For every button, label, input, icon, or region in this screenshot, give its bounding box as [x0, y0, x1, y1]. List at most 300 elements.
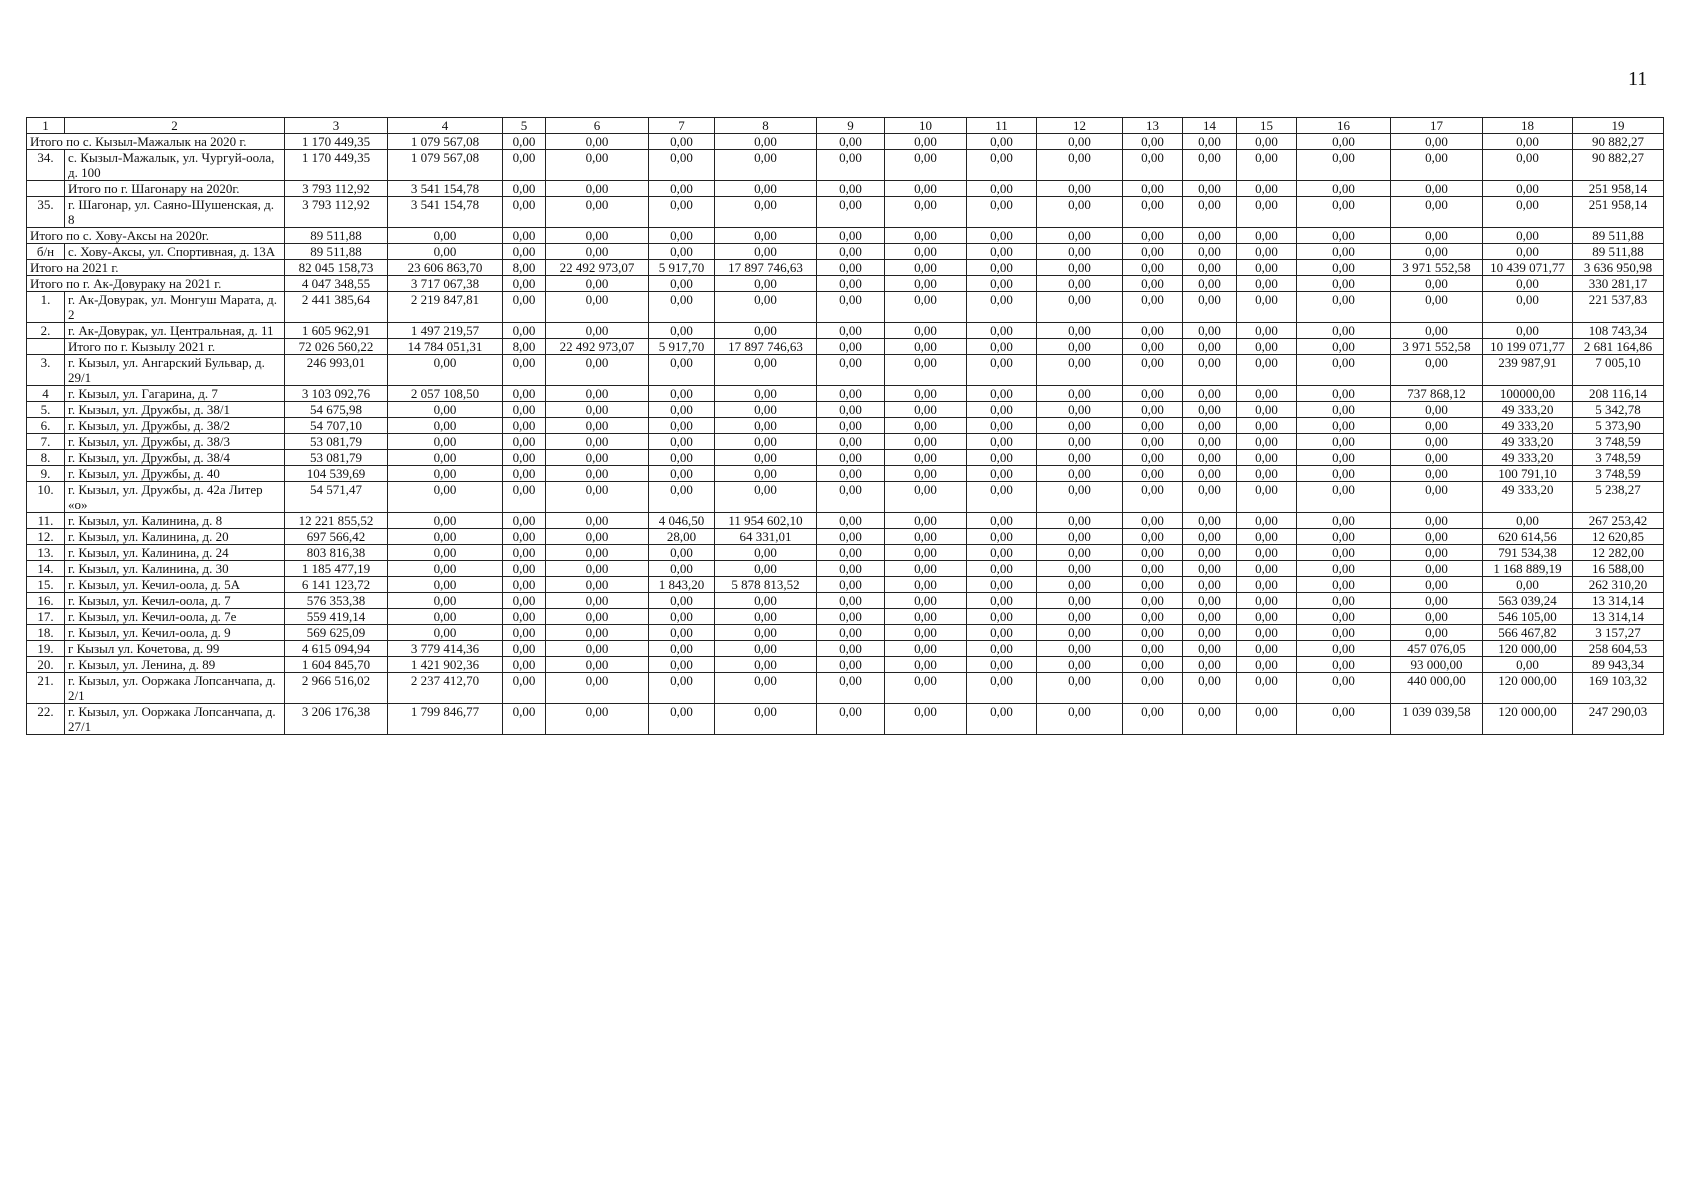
cell-value: 0,00 [1297, 466, 1391, 482]
cell-value: 0,00 [1391, 276, 1483, 292]
cell-value: 0,00 [1237, 402, 1297, 418]
cell-value: 0,00 [1183, 609, 1237, 625]
cell-value: 0,00 [546, 466, 649, 482]
cell-value: 0,00 [1183, 545, 1237, 561]
cell-value: 0,00 [1123, 134, 1183, 150]
cell-value: 0,00 [967, 418, 1037, 434]
cell-value: 3 748,59 [1573, 434, 1664, 450]
cell-value: 0,00 [1037, 593, 1123, 609]
table-row [27, 355, 1664, 386]
cell-value: 0,00 [503, 150, 546, 181]
cell-value: 0,00 [1123, 593, 1183, 609]
cell-value: 0,00 [1483, 134, 1573, 150]
cell-value: 0,00 [1237, 150, 1297, 181]
cell-value: 13 314,14 [1573, 593, 1664, 609]
row-label: г. Кызыл, ул. Калинина, д. 24 [65, 545, 285, 561]
cell-value: 0,00 [715, 641, 817, 657]
cell-value: 1 421 902,36 [388, 657, 503, 673]
cell-value: 0,00 [649, 386, 715, 402]
cell-value: 0,00 [1123, 323, 1183, 339]
cell-value: 0,00 [1123, 276, 1183, 292]
cell-value: 0,00 [388, 593, 503, 609]
cell-value: 0,00 [885, 450, 967, 466]
cell-value: 0,00 [817, 134, 885, 150]
cell-value: 0,00 [1037, 244, 1123, 260]
cell-value: 0,00 [503, 561, 546, 577]
cell-value: 0,00 [1391, 150, 1483, 181]
cell-value: 0,00 [1183, 561, 1237, 577]
cell-value: 246 993,01 [285, 355, 388, 386]
cell-value: 0,00 [1237, 641, 1297, 657]
cell-value: 0,00 [1237, 482, 1297, 513]
row-label: с. Хову-Аксы, ул. Спортивная, д. 13А [65, 244, 285, 260]
column-header: 18 [1483, 118, 1573, 134]
cell-value: 0,00 [817, 181, 885, 197]
cell-value: 0,00 [546, 561, 649, 577]
row-number: 6. [27, 418, 65, 434]
cell-value: 0,00 [1183, 466, 1237, 482]
cell-value: 0,00 [885, 339, 967, 355]
cell-value: 0,00 [649, 673, 715, 704]
cell-value: 0,00 [1123, 577, 1183, 593]
cell-value: 251 958,14 [1573, 181, 1664, 197]
cell-value: 0,00 [1123, 657, 1183, 673]
cell-value: 0,00 [967, 260, 1037, 276]
cell-value: 0,00 [817, 593, 885, 609]
cell-value: 0,00 [1297, 434, 1391, 450]
cell-value: 0,00 [503, 276, 546, 292]
cell-value: 0,00 [1037, 450, 1123, 466]
row-label: г. Кызыл, ул. Калинина, д. 8 [65, 513, 285, 529]
cell-value: 8,00 [503, 339, 546, 355]
cell-value: 0,00 [546, 641, 649, 657]
cell-value: 0,00 [1123, 434, 1183, 450]
cell-value: 0,00 [715, 150, 817, 181]
cell-value: 0,00 [546, 228, 649, 244]
cell-value: 4 046,50 [649, 513, 715, 529]
cell-value: 2 966 516,02 [285, 673, 388, 704]
cell-value: 247 290,03 [1573, 704, 1664, 735]
cell-value: 0,00 [649, 402, 715, 418]
cell-value: 0,00 [1123, 561, 1183, 577]
cell-value: 0,00 [817, 482, 885, 513]
cell-value: 0,00 [546, 292, 649, 323]
cell-value: 0,00 [546, 593, 649, 609]
cell-value: 22 492 973,07 [546, 339, 649, 355]
table-row [27, 545, 1664, 561]
cell-value: 0,00 [885, 673, 967, 704]
cell-value: 0,00 [1297, 292, 1391, 323]
cell-value: 0,00 [817, 450, 885, 466]
cell-value: 0,00 [1123, 355, 1183, 386]
cell-value: 0,00 [1297, 181, 1391, 197]
cell-value: 49 333,20 [1483, 450, 1573, 466]
cell-value: 0,00 [1037, 545, 1123, 561]
cell-value: 0,00 [503, 418, 546, 434]
column-header: 3 [285, 118, 388, 134]
cell-value: 0,00 [1391, 181, 1483, 197]
cell-value: 0,00 [885, 181, 967, 197]
cell-value: 0,00 [649, 609, 715, 625]
cell-value: 11 954 602,10 [715, 513, 817, 529]
cell-value: 0,00 [967, 355, 1037, 386]
cell-value: 0,00 [817, 418, 885, 434]
cell-value: 0,00 [388, 529, 503, 545]
cell-value: 0,00 [885, 704, 967, 735]
row-number: 3. [27, 355, 65, 386]
cell-value: 0,00 [967, 150, 1037, 181]
cell-value: 0,00 [649, 450, 715, 466]
cell-value: 0,00 [1123, 228, 1183, 244]
cell-value: 0,00 [1037, 561, 1123, 577]
cell-value: 2 219 847,81 [388, 292, 503, 323]
cell-value: 0,00 [885, 466, 967, 482]
cell-value: 0,00 [1037, 181, 1123, 197]
cell-value: 0,00 [967, 704, 1037, 735]
cell-value: 0,00 [649, 244, 715, 260]
cell-value: 0,00 [715, 625, 817, 641]
cell-value: 0,00 [1183, 386, 1237, 402]
cell-value: 0,00 [1183, 450, 1237, 466]
cell-value: 3 971 552,58 [1391, 339, 1483, 355]
row-number [27, 339, 65, 355]
cell-value: 0,00 [503, 434, 546, 450]
cell-value: 0,00 [1297, 323, 1391, 339]
table-row [27, 577, 1664, 593]
cell-value: 0,00 [885, 657, 967, 673]
row-label: Итого по с. Хову-Аксы на 2020г. [27, 228, 285, 244]
cell-value: 0,00 [967, 657, 1037, 673]
cell-value: 0,00 [1183, 577, 1237, 593]
cell-value: 0,00 [1037, 228, 1123, 244]
total-row [27, 260, 1664, 276]
cell-value: 2 237 412,70 [388, 673, 503, 704]
cell-value: 0,00 [1237, 181, 1297, 197]
table-row [27, 323, 1664, 339]
cell-value: 0,00 [1237, 593, 1297, 609]
cell-value: 0,00 [388, 402, 503, 418]
cell-value: 0,00 [1123, 386, 1183, 402]
cell-value: 0,00 [715, 355, 817, 386]
cell-value: 0,00 [715, 228, 817, 244]
cell-value: 4 615 094,94 [285, 641, 388, 657]
cell-value: 0,00 [817, 339, 885, 355]
cell-value: 0,00 [967, 625, 1037, 641]
cell-value: 0,00 [1123, 609, 1183, 625]
cell-value: 0,00 [1123, 704, 1183, 735]
cell-value: 169 103,32 [1573, 673, 1664, 704]
cell-value: 0,00 [649, 641, 715, 657]
cell-value: 0,00 [546, 434, 649, 450]
cell-value: 0,00 [546, 197, 649, 228]
cell-value: 0,00 [1237, 545, 1297, 561]
cell-value: 0,00 [715, 418, 817, 434]
cell-value: 0,00 [967, 181, 1037, 197]
cell-value: 0,00 [1391, 529, 1483, 545]
cell-value: 0,00 [1183, 228, 1237, 244]
row-label: г. Кызыл, ул. Дружбы, д. 38/2 [65, 418, 285, 434]
cell-value: 13 314,14 [1573, 609, 1664, 625]
cell-value: 12 620,85 [1573, 529, 1664, 545]
cell-value: 0,00 [1237, 276, 1297, 292]
table-row [27, 450, 1664, 466]
cell-value: 93 000,00 [1391, 657, 1483, 673]
cell-value: 0,00 [715, 609, 817, 625]
cell-value: 0,00 [1297, 260, 1391, 276]
column-header: 19 [1573, 118, 1664, 134]
cell-value: 0,00 [967, 577, 1037, 593]
cell-value: 0,00 [1391, 197, 1483, 228]
cell-value: 0,00 [649, 625, 715, 641]
column-header: 17 [1391, 118, 1483, 134]
cell-value: 0,00 [503, 577, 546, 593]
cell-value: 0,00 [885, 355, 967, 386]
cell-value: 82 045 158,73 [285, 260, 388, 276]
cell-value: 0,00 [885, 150, 967, 181]
cell-value: 0,00 [503, 641, 546, 657]
cell-value: 208 116,14 [1573, 386, 1664, 402]
cell-value: 0,00 [503, 134, 546, 150]
cell-value: 49 333,20 [1483, 402, 1573, 418]
cell-value: 0,00 [1123, 292, 1183, 323]
cell-value: 0,00 [1037, 577, 1123, 593]
row-number: 34. [27, 150, 65, 181]
row-label: г. Кызыл, ул. Кечил-оола, д. 9 [65, 625, 285, 641]
cell-value: 0,00 [1183, 513, 1237, 529]
cell-value: 0,00 [546, 577, 649, 593]
cell-value: 0,00 [1037, 704, 1123, 735]
cell-value: 0,00 [1391, 513, 1483, 529]
cell-value: 0,00 [885, 561, 967, 577]
cell-value: 17 897 746,63 [715, 260, 817, 276]
cell-value: 0,00 [817, 466, 885, 482]
cell-value: 0,00 [1183, 402, 1237, 418]
row-number: 20. [27, 657, 65, 673]
cell-value: 0,00 [503, 323, 546, 339]
cell-value: 0,00 [885, 134, 967, 150]
row-label: г. Кызыл, ул. Дружбы, д. 38/4 [65, 450, 285, 466]
cell-value: 17 897 746,63 [715, 339, 817, 355]
cell-value: 0,00 [715, 292, 817, 323]
cell-value: 1 039 039,58 [1391, 704, 1483, 735]
cell-value: 0,00 [967, 673, 1037, 704]
cell-value: 0,00 [546, 673, 649, 704]
cell-value: 0,00 [503, 181, 546, 197]
cell-value: 0,00 [1123, 466, 1183, 482]
cell-value: 0,00 [388, 482, 503, 513]
cell-value: 120 000,00 [1483, 704, 1573, 735]
cell-value: 0,00 [967, 339, 1037, 355]
cell-value: 3 206 176,38 [285, 704, 388, 735]
cell-value: 0,00 [817, 197, 885, 228]
cell-value: 0,00 [1123, 339, 1183, 355]
total-row [27, 181, 1664, 197]
cell-value: 0,00 [1037, 260, 1123, 276]
cell-value: 0,00 [1297, 418, 1391, 434]
row-number: 17. [27, 609, 65, 625]
cell-value: 0,00 [967, 386, 1037, 402]
cell-value: 0,00 [967, 292, 1037, 323]
cell-value: 3 541 154,78 [388, 197, 503, 228]
cell-value: 5 342,78 [1573, 402, 1664, 418]
cell-value: 0,00 [1297, 593, 1391, 609]
cell-value: 5 917,70 [649, 339, 715, 355]
cell-value: 0,00 [1037, 641, 1123, 657]
cell-value: 0,00 [649, 276, 715, 292]
row-number: 22. [27, 704, 65, 735]
cell-value: 0,00 [1483, 197, 1573, 228]
table-row [27, 244, 1664, 260]
cell-value: 0,00 [1183, 593, 1237, 609]
cell-value: 0,00 [885, 323, 967, 339]
cell-value: 0,00 [885, 244, 967, 260]
column-header: 9 [817, 118, 885, 134]
cell-value: 0,00 [1391, 561, 1483, 577]
column-header: 5 [503, 118, 546, 134]
cell-value: 239 987,91 [1483, 355, 1573, 386]
page-number: 11 [1628, 68, 1648, 90]
cell-value: 0,00 [817, 609, 885, 625]
cell-value: 0,00 [715, 545, 817, 561]
row-label: г. Кызыл, ул. Ангарский Бульвар, д. 29/1 [65, 355, 285, 386]
cell-value: 0,00 [1391, 609, 1483, 625]
cell-value: 90 882,27 [1573, 150, 1664, 181]
cell-value: 0,00 [1183, 673, 1237, 704]
cell-value: 2 681 164,86 [1573, 339, 1664, 355]
cell-value: 0,00 [1183, 482, 1237, 513]
cell-value: 0,00 [1123, 402, 1183, 418]
table-row [27, 482, 1664, 513]
cell-value: 0,00 [715, 657, 817, 673]
row-label: с. Кызыл-Мажалык, ул. Чургуй-оола, д. 100 [65, 150, 285, 181]
cell-value: 0,00 [649, 323, 715, 339]
cell-value: 0,00 [503, 466, 546, 482]
cell-value: 0,00 [1123, 482, 1183, 513]
cell-value: 559 419,14 [285, 609, 388, 625]
row-label: Итого по г. Ак-Довураку на 2021 г. [27, 276, 285, 292]
cell-value: 3 793 112,92 [285, 181, 388, 197]
cell-value: 49 333,20 [1483, 482, 1573, 513]
cell-value: 0,00 [1391, 434, 1483, 450]
cell-value: 0,00 [503, 513, 546, 529]
cell-value: 0,00 [1297, 657, 1391, 673]
row-number: 10. [27, 482, 65, 513]
cell-value: 0,00 [388, 418, 503, 434]
cell-value: 16 588,00 [1573, 561, 1664, 577]
cell-value: 0,00 [817, 641, 885, 657]
cell-value: 0,00 [649, 228, 715, 244]
cell-value: 0,00 [715, 561, 817, 577]
row-label: г. Кызыл, ул. Дружбы, д. 42а Литер «о» [65, 482, 285, 513]
cell-value: 1 185 477,19 [285, 561, 388, 577]
cell-value: 0,00 [503, 593, 546, 609]
cell-value: 1 079 567,08 [388, 134, 503, 150]
cell-value: 0,00 [1123, 244, 1183, 260]
cell-value: 0,00 [1297, 545, 1391, 561]
row-number: 11. [27, 513, 65, 529]
cell-value: 54 571,47 [285, 482, 388, 513]
cell-value: 0,00 [885, 292, 967, 323]
cell-value: 0,00 [1391, 418, 1483, 434]
cell-value: 0,00 [649, 134, 715, 150]
cell-value: 0,00 [1123, 260, 1183, 276]
cell-value: 49 333,20 [1483, 418, 1573, 434]
row-label: г. Кызыл, ул. Кечил-оола, д. 7е [65, 609, 285, 625]
cell-value: 0,00 [1391, 593, 1483, 609]
cell-value: 0,00 [1483, 323, 1573, 339]
row-number: б/н [27, 244, 65, 260]
cell-value: 0,00 [1123, 513, 1183, 529]
cell-value: 0,00 [1237, 134, 1297, 150]
cell-value: 0,00 [715, 704, 817, 735]
cell-value: 0,00 [715, 197, 817, 228]
row-number: 35. [27, 197, 65, 228]
cell-value: 104 539,69 [285, 466, 388, 482]
cell-value: 569 625,09 [285, 625, 388, 641]
cell-value: 0,00 [1183, 355, 1237, 386]
cell-value: 0,00 [1391, 450, 1483, 466]
table-row [27, 609, 1664, 625]
cell-value: 0,00 [817, 529, 885, 545]
cell-value: 0,00 [1391, 292, 1483, 323]
cell-value: 0,00 [885, 402, 967, 418]
cell-value: 0,00 [1483, 513, 1573, 529]
row-label: г. Кызыл, ул. Калинина, д. 30 [65, 561, 285, 577]
table-row [27, 418, 1664, 434]
row-number: 2. [27, 323, 65, 339]
cell-value: 0,00 [967, 529, 1037, 545]
cell-value: 1 168 889,19 [1483, 561, 1573, 577]
cell-value: 0,00 [649, 150, 715, 181]
total-row [27, 339, 1664, 355]
cell-value: 3 103 092,76 [285, 386, 388, 402]
row-number: 1. [27, 292, 65, 323]
cell-value: 0,00 [1297, 134, 1391, 150]
cell-value: 0,00 [1237, 244, 1297, 260]
cell-value: 1 170 449,35 [285, 134, 388, 150]
row-label: г. Кызыл, ул. Дружбы, д. 40 [65, 466, 285, 482]
cell-value: 0,00 [546, 244, 649, 260]
table-row [27, 641, 1664, 657]
row-number: 18. [27, 625, 65, 641]
row-label: г. Шагонар, ул. Саяно-Шушенская, д. 8 [65, 197, 285, 228]
cell-value: 1 799 846,77 [388, 704, 503, 735]
cell-value: 0,00 [1183, 529, 1237, 545]
cell-value: 1 843,20 [649, 577, 715, 593]
cell-value: 5 238,27 [1573, 482, 1664, 513]
cell-value: 0,00 [967, 134, 1037, 150]
cell-value: 0,00 [715, 402, 817, 418]
cell-value: 0,00 [885, 545, 967, 561]
cell-value: 0,00 [817, 323, 885, 339]
cell-value: 72 026 560,22 [285, 339, 388, 355]
table-row [27, 593, 1664, 609]
cell-value: 0,00 [715, 434, 817, 450]
cell-value: 0,00 [967, 641, 1037, 657]
cell-value: 0,00 [1037, 482, 1123, 513]
cell-value: 0,00 [967, 402, 1037, 418]
cell-value: 251 958,14 [1573, 197, 1664, 228]
cell-value: 0,00 [817, 625, 885, 641]
cell-value: 0,00 [1483, 181, 1573, 197]
cell-value: 0,00 [503, 529, 546, 545]
cell-value: 0,00 [817, 673, 885, 704]
cell-value: 3 748,59 [1573, 450, 1664, 466]
cell-value: 0,00 [1123, 418, 1183, 434]
cell-value: 0,00 [1037, 657, 1123, 673]
cell-value: 0,00 [1183, 339, 1237, 355]
cell-value: 0,00 [1237, 228, 1297, 244]
